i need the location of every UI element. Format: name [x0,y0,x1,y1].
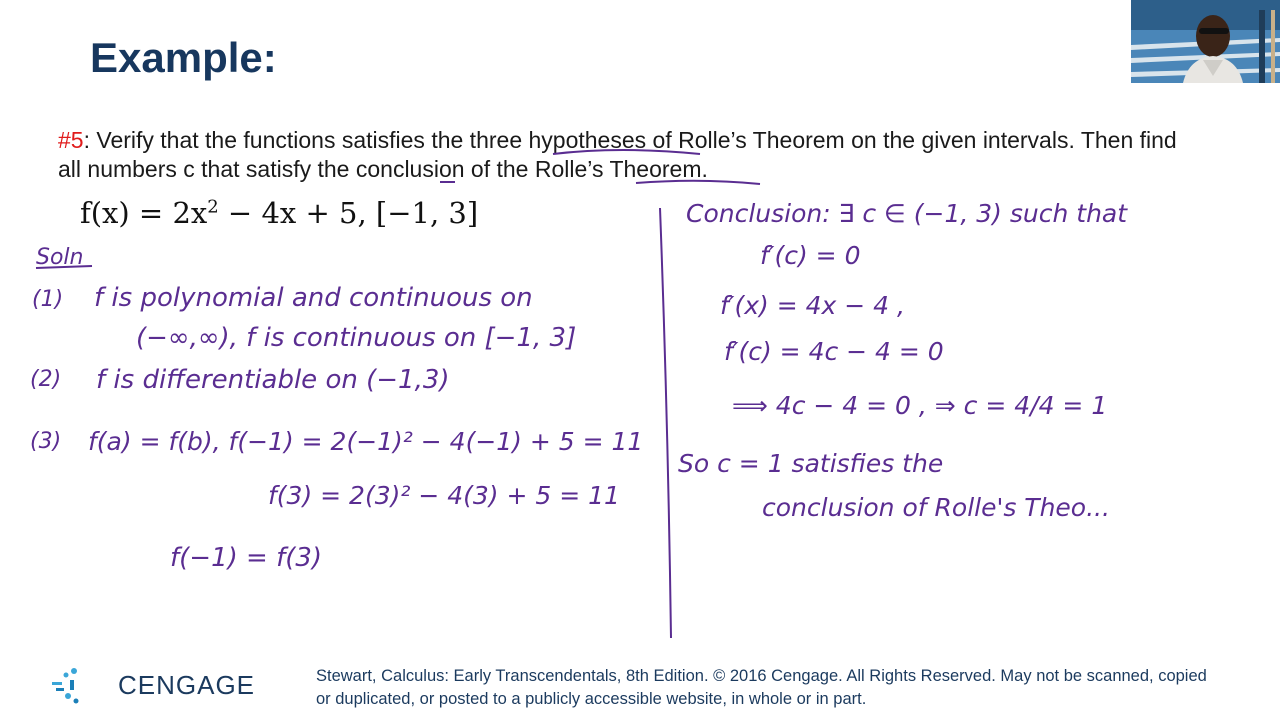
cengage-brand-text: CENGAGE [118,670,256,700]
underline-three-hypotheses [553,150,700,154]
conclusion-line1: Conclusion: ∃ c ∈ (−1, 3) such that [686,199,1128,228]
step3-line2: f(3) = 2(3)² − 4(3) + 5 = 11 [268,481,620,510]
soln-label: Soln [36,245,84,270]
conclusion-line5: ⟹ 4c − 4 = 0 , ⇒ c = 4/4 = 1 [732,391,1108,420]
webcam-video-thumbnail [1131,0,1280,83]
cengage-logo [48,666,256,706]
conclusion-line2: f′(c) = 0 [760,241,861,270]
underline-conclusion [636,181,760,184]
divider-line [660,208,671,638]
conclusion-line6: So c = 1 satisfies the [678,449,944,478]
slide-title: Example: [90,34,277,81]
step1-number: (1) [32,287,64,312]
copyright-footer: Stewart, Calculus: Early Transcendentals, 8th Edition. © 2016 Cengage. All Rights Reserved. May not be scanned, copied or duplicated, or posted to a publicly accessible website, in whole or in part. [316,667,1207,708]
step2-number: (2) [30,367,62,392]
step3-line3: f(−1) = f(3) [170,543,323,573]
function-exponent: 2 [207,196,219,218]
problem-text: : Verify that the functions satisfies the three hypotheses of Rolle’s Theorem on the given intervals. Then find all numbers c that satisfy the conclusion of the Rolle’s Theorem. [58,127,1177,182]
conclusion-line4: f′(c) = 4c − 4 = 0 [724,337,944,366]
presenter-image [1131,0,1280,83]
step1-line2: (−∞,∞), f is continuous on [−1, 3] [136,323,577,353]
conclusion-line7: conclusion of Rolle's Theo... [762,493,1110,522]
problem-number: #5 [58,127,84,153]
function-lhs: f(x) = 2x [80,196,208,230]
step3-number: (3) [30,429,62,454]
step3-line1: f(a) = f(b), f(−1) = 2(−1)² − 4(−1) + 5 = 11 [88,427,644,456]
function-rhs: − 4x + 5, [−1, 3] [218,196,479,230]
step1-line1: f is polynomial and continuous on [94,283,533,313]
step2-line: f is differentiable on (−1,3) [96,365,450,395]
cengage-logo-mark [48,666,92,706]
conclusion-line3: f′(x) = 4x − 4 , [720,291,905,320]
